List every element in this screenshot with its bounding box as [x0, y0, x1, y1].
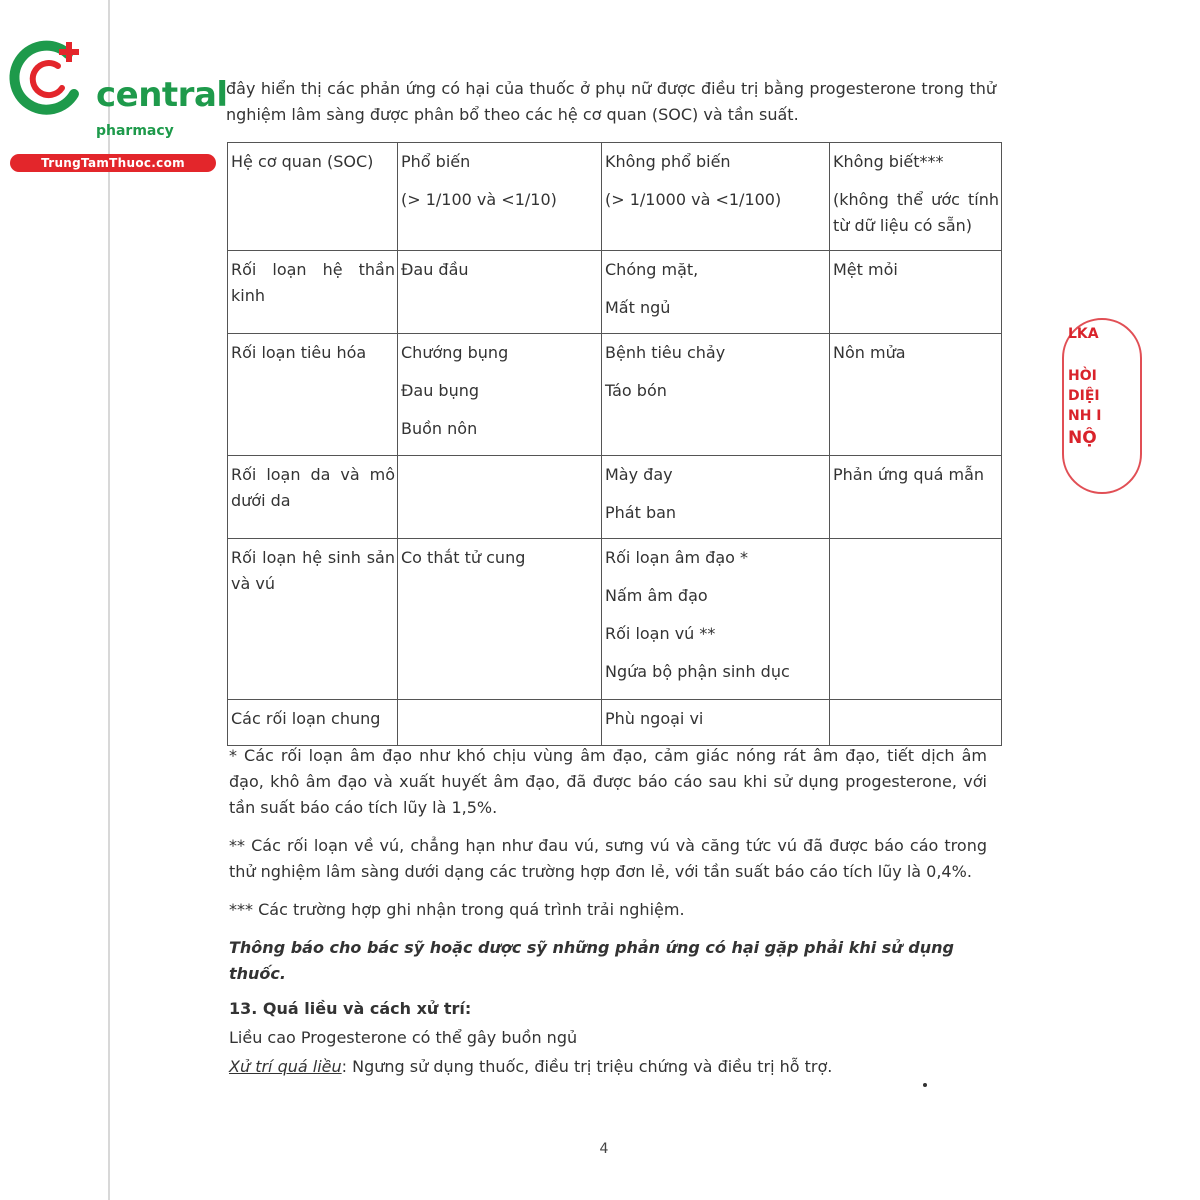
- unknown-cell: [830, 539, 1002, 700]
- uncommon-cell-line: Bệnh tiêu chảy: [605, 343, 726, 362]
- stamp-text-1: LKA: [1068, 326, 1099, 342]
- unknown-cell: [830, 334, 1002, 456]
- adverse-reactions-table: [227, 142, 1002, 746]
- overdose-text: : Ngưng sử dụng thuốc, điều trị triệu chứng và điều trị hỗ trợ.: [341, 1057, 833, 1076]
- header-cell-line: Phổ biến: [401, 152, 471, 171]
- uncommon-cell-line: Nấm âm đạo: [605, 586, 708, 605]
- uncommon-cell-line: Mày đay: [605, 465, 673, 484]
- unknown-cell: [830, 456, 1002, 539]
- common-cell-line: Co thắt tử cung: [401, 548, 526, 567]
- uncommon-cell: [602, 334, 830, 456]
- uncommon-cell: [602, 539, 830, 700]
- header-cell-line: (> 1/100 và <1/10): [401, 190, 557, 209]
- soc-cell: Rối loạn da và mô dưới da: [228, 456, 398, 539]
- footnotes: [229, 743, 987, 999]
- red-stamp: [1062, 318, 1102, 494]
- stamp-text-5: NỘ: [1068, 428, 1097, 448]
- warning-text: Thông báo cho bác sỹ hoặc dược sỹ những phản ứng có hại gặp phải khi sử dụng thuốc.: [229, 938, 954, 983]
- uncommon-cell-line: Táo bón: [605, 381, 667, 400]
- header-cell: [228, 143, 398, 251]
- uncommon-cell-line: Chóng mặt,: [605, 260, 699, 279]
- common-cell-line: Đau đầu: [401, 260, 469, 279]
- header-cell-line: (không thể ước tính từ dữ liệu có sẵn): [833, 190, 999, 235]
- section-heading: 13. Quá liều và cách xử trí:: [229, 999, 472, 1018]
- table-row: [228, 334, 1002, 456]
- logo-website: TrungTamThuoc.com: [10, 154, 216, 172]
- header-cell-line: (> 1/1000 và <1/100): [605, 190, 782, 209]
- header-cell-line: Hệ cơ quan (SOC): [231, 152, 374, 171]
- footnote-3: *** Các trường hợp ghi nhận trong quá trình trải nghiệm.: [229, 900, 685, 919]
- logo-subtitle: pharmacy: [96, 123, 174, 139]
- soc-cell: Rối loạn hệ sinh sản và vú: [228, 539, 398, 700]
- uncommon-cell: [602, 456, 830, 539]
- footnote-1: * Các rối loạn âm đạo như khó chịu vùng âm đạo, cảm giác nóng rát âm đạo, tiết dịch âm đạo, khô âm đạo và xuất huyết âm đạo, đã được báo cáo sau khi sử dụng progesterone, với tần suất báo cáo tích lũy là 1,5%.: [229, 746, 987, 817]
- uncommon-cell: [602, 251, 830, 334]
- table-row: [228, 700, 1002, 746]
- table-row: [228, 456, 1002, 539]
- uncommon-cell-line: Ngứa bộ phận sinh dục: [605, 662, 790, 681]
- binding-edge-line: [108, 0, 110, 1200]
- uncommon-cell-line: Mất ngủ: [605, 298, 671, 317]
- stamp-text-2: HÒI: [1068, 368, 1097, 384]
- uncommon-cell: [602, 700, 830, 746]
- uncommon-cell-line: Phát ban: [605, 503, 677, 522]
- logo-name: central: [96, 75, 228, 115]
- soc-cell: Rối loạn tiêu hóa: [228, 334, 398, 456]
- unknown-cell: [830, 251, 1002, 334]
- header-cell-line: Không phổ biến: [605, 152, 731, 171]
- intro-paragraph: đây hiển thị các phản ứng có hại của thuốc ở phụ nữ được điều trị bằng progesterone trong thử nghiệm lâm sàng được phân bổ theo các hệ cơ quan (SOC) và tần suất.: [226, 79, 996, 124]
- common-cell-line: Đau bụng: [401, 381, 480, 400]
- footnote-2: ** Các rối loạn về vú, chẳng hạn như đau vú, sưng vú và căng tức vú đã được báo cáo trong thử nghiệm lâm sàng dưới dạng các trường hợp đơn lẻ, với tần suất báo cáo tích lũy là 0,4%.: [229, 836, 987, 881]
- soc-cell: Rối loạn hệ thần kinh: [228, 251, 398, 334]
- ink-dot: [923, 1083, 927, 1087]
- header-cell: [398, 143, 602, 251]
- logo-mark-icon: [8, 36, 92, 120]
- common-cell-line: Buồn nôn: [401, 419, 478, 438]
- uncommon-cell-line: Phù ngoại vi: [605, 709, 704, 728]
- stamp-text-3: DIỆI: [1068, 388, 1100, 404]
- common-cell: [398, 700, 602, 746]
- table-row: [228, 539, 1002, 700]
- common-cell-line: Chướng bụng: [401, 343, 509, 362]
- section-line-2: [229, 1052, 989, 1081]
- common-cell: [398, 334, 602, 456]
- overdose-label: Xử trí quá liều: [229, 1057, 342, 1076]
- common-cell: [398, 539, 602, 700]
- unknown-cell-line: Nôn mửa: [833, 343, 906, 362]
- uncommon-cell-line: Rối loạn âm đạo *: [605, 548, 749, 567]
- header-cell-line: Không biết***: [833, 152, 944, 171]
- unknown-cell: [830, 700, 1002, 746]
- unknown-cell-line: Mệt mỏi: [833, 260, 898, 279]
- section-overdose: [229, 994, 989, 1081]
- common-cell: [398, 456, 602, 539]
- uncommon-cell-line: Rối loạn vú **: [605, 624, 716, 643]
- section-line-1: Liều cao Progesterone có thể gây buồn ngủ: [229, 1028, 578, 1047]
- unknown-cell-line: Phản ứng quá mẫn: [833, 465, 985, 484]
- common-cell: [398, 251, 602, 334]
- stamp-text-4: NH I: [1068, 408, 1102, 424]
- table-header-row: [228, 143, 1002, 251]
- page-number: 4: [599, 1141, 609, 1157]
- table-row: [228, 251, 1002, 334]
- logo: [8, 36, 228, 176]
- header-cell: [830, 143, 1002, 251]
- soc-cell: Các rối loạn chung: [228, 700, 398, 746]
- header-cell: [602, 143, 830, 251]
